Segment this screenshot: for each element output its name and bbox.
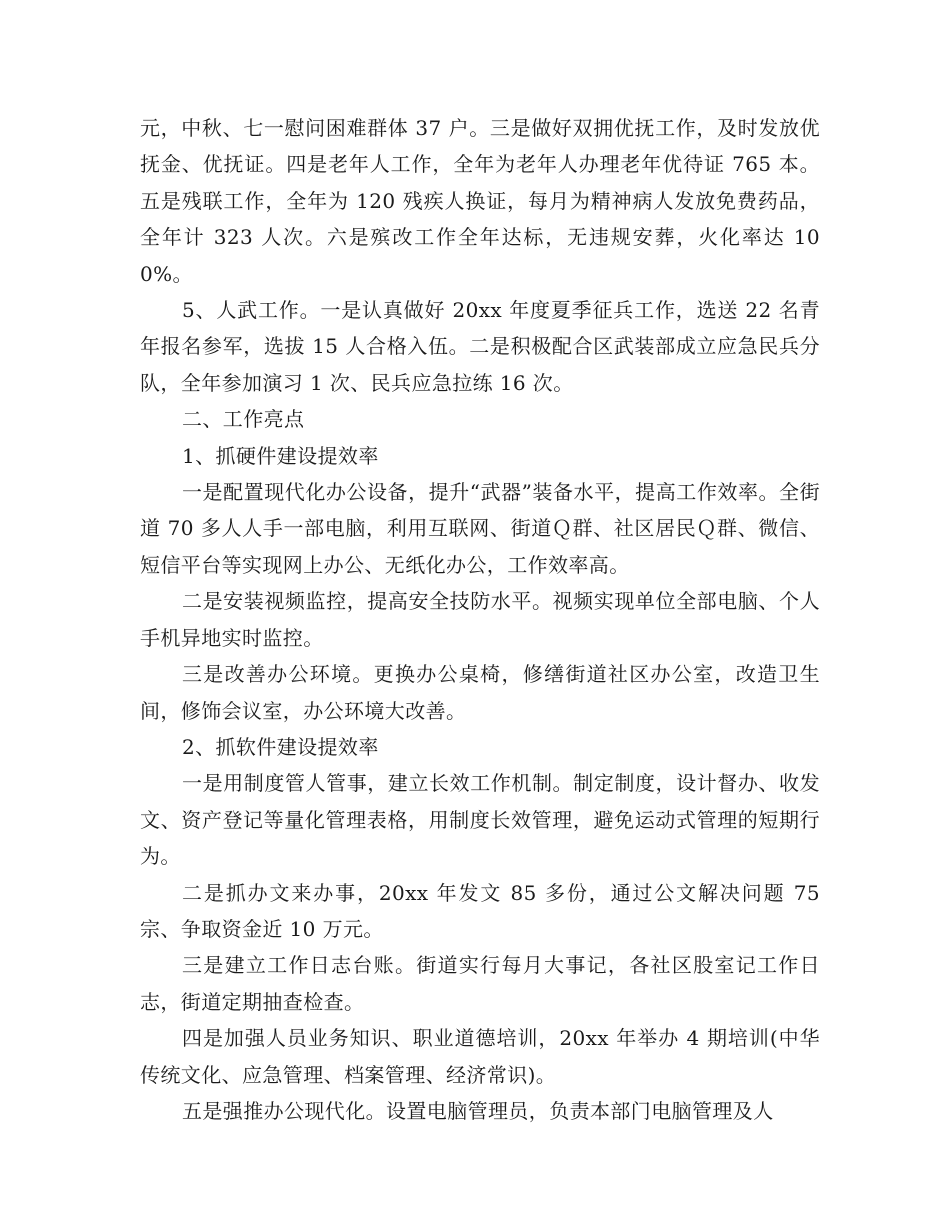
paragraph-civil-affairs-continued: 元，中秋、七一慰问困难群体 37 户。三是做好双拥优抚工作，及时发放优抚金、优抚证。四是老年人工作，全年为老年人办理老年优待证 765 本。五是残联工作，全年为 120 残疾人换证，每月为精神病人发放免费药品，全年计 323 人次。六是殡改工作全年达标，无违规安葬，火化率达 100%。 bbox=[140, 116, 820, 286]
subheading-software: 2、抓软件建设提效率 bbox=[182, 734, 379, 759]
paragraph-training: 四是加强人员业务知识、职业道德培训，20xx 年举办 4 期培训(中华传统文化、应急管理、档案管理、经济常识)。 bbox=[140, 1026, 820, 1087]
subheading-hardware: 1、抓硬件建设提效率 bbox=[182, 443, 379, 468]
section-heading-highlights: 二、工作亮点 bbox=[182, 407, 305, 432]
paragraph-office-modernization: 五是强推办公现代化。设置电脑管理员，负责本部门电脑管理及人 bbox=[182, 1098, 774, 1123]
paragraph-office-equipment: 一是配置现代化办公设备，提升“武器”装备水平，提高工作效率。全街道 70 多人人手一部电脑，利用互联网、街道Ｑ群、社区居民Ｑ群、微信、短信平台等实现网上办公、无纸化办公，工作效率高。 bbox=[140, 480, 820, 577]
paragraph-work-log: 三是建立工作日志台账。街道实行每月大事记，各社区股室记工作日志，街道定期抽查检查。 bbox=[140, 953, 820, 1014]
paragraph-video-monitoring: 二是安装视频监控，提高安全技防水平。视频实现单位全部电脑、个人手机异地实时监控。 bbox=[140, 589, 820, 650]
paragraph-office-environment: 三是改善办公环境。更换办公桌椅，修缮街道社区办公室，改造卫生间，修饰会议室，办公环境大改善。 bbox=[140, 662, 820, 723]
document-body bbox=[140, 110, 820, 1129]
paragraph-management-system: 一是用制度管人管事，建立长效工作机制。制定制度，设计督办、收发文、资产登记等量化管理表格，用制度长效管理，避免运动式管理的短期行为。 bbox=[140, 771, 820, 869]
paragraph-militia-work: 5、人武工作。一是认真做好 20xx 年度夏季征兵工作，选送 22 名青年报名参军，选拔 15 人合格入伍。二是积极配合区武装部成立应急民兵分队，全年参加演习 1 次、民兵应急拉练 16 次。 bbox=[140, 298, 820, 395]
paragraph-document-handling: 二是抓办文来办事，20xx 年发文 85 多份，通过公文解决问题 75 宗、争取资金近 10 万元。 bbox=[140, 880, 820, 941]
